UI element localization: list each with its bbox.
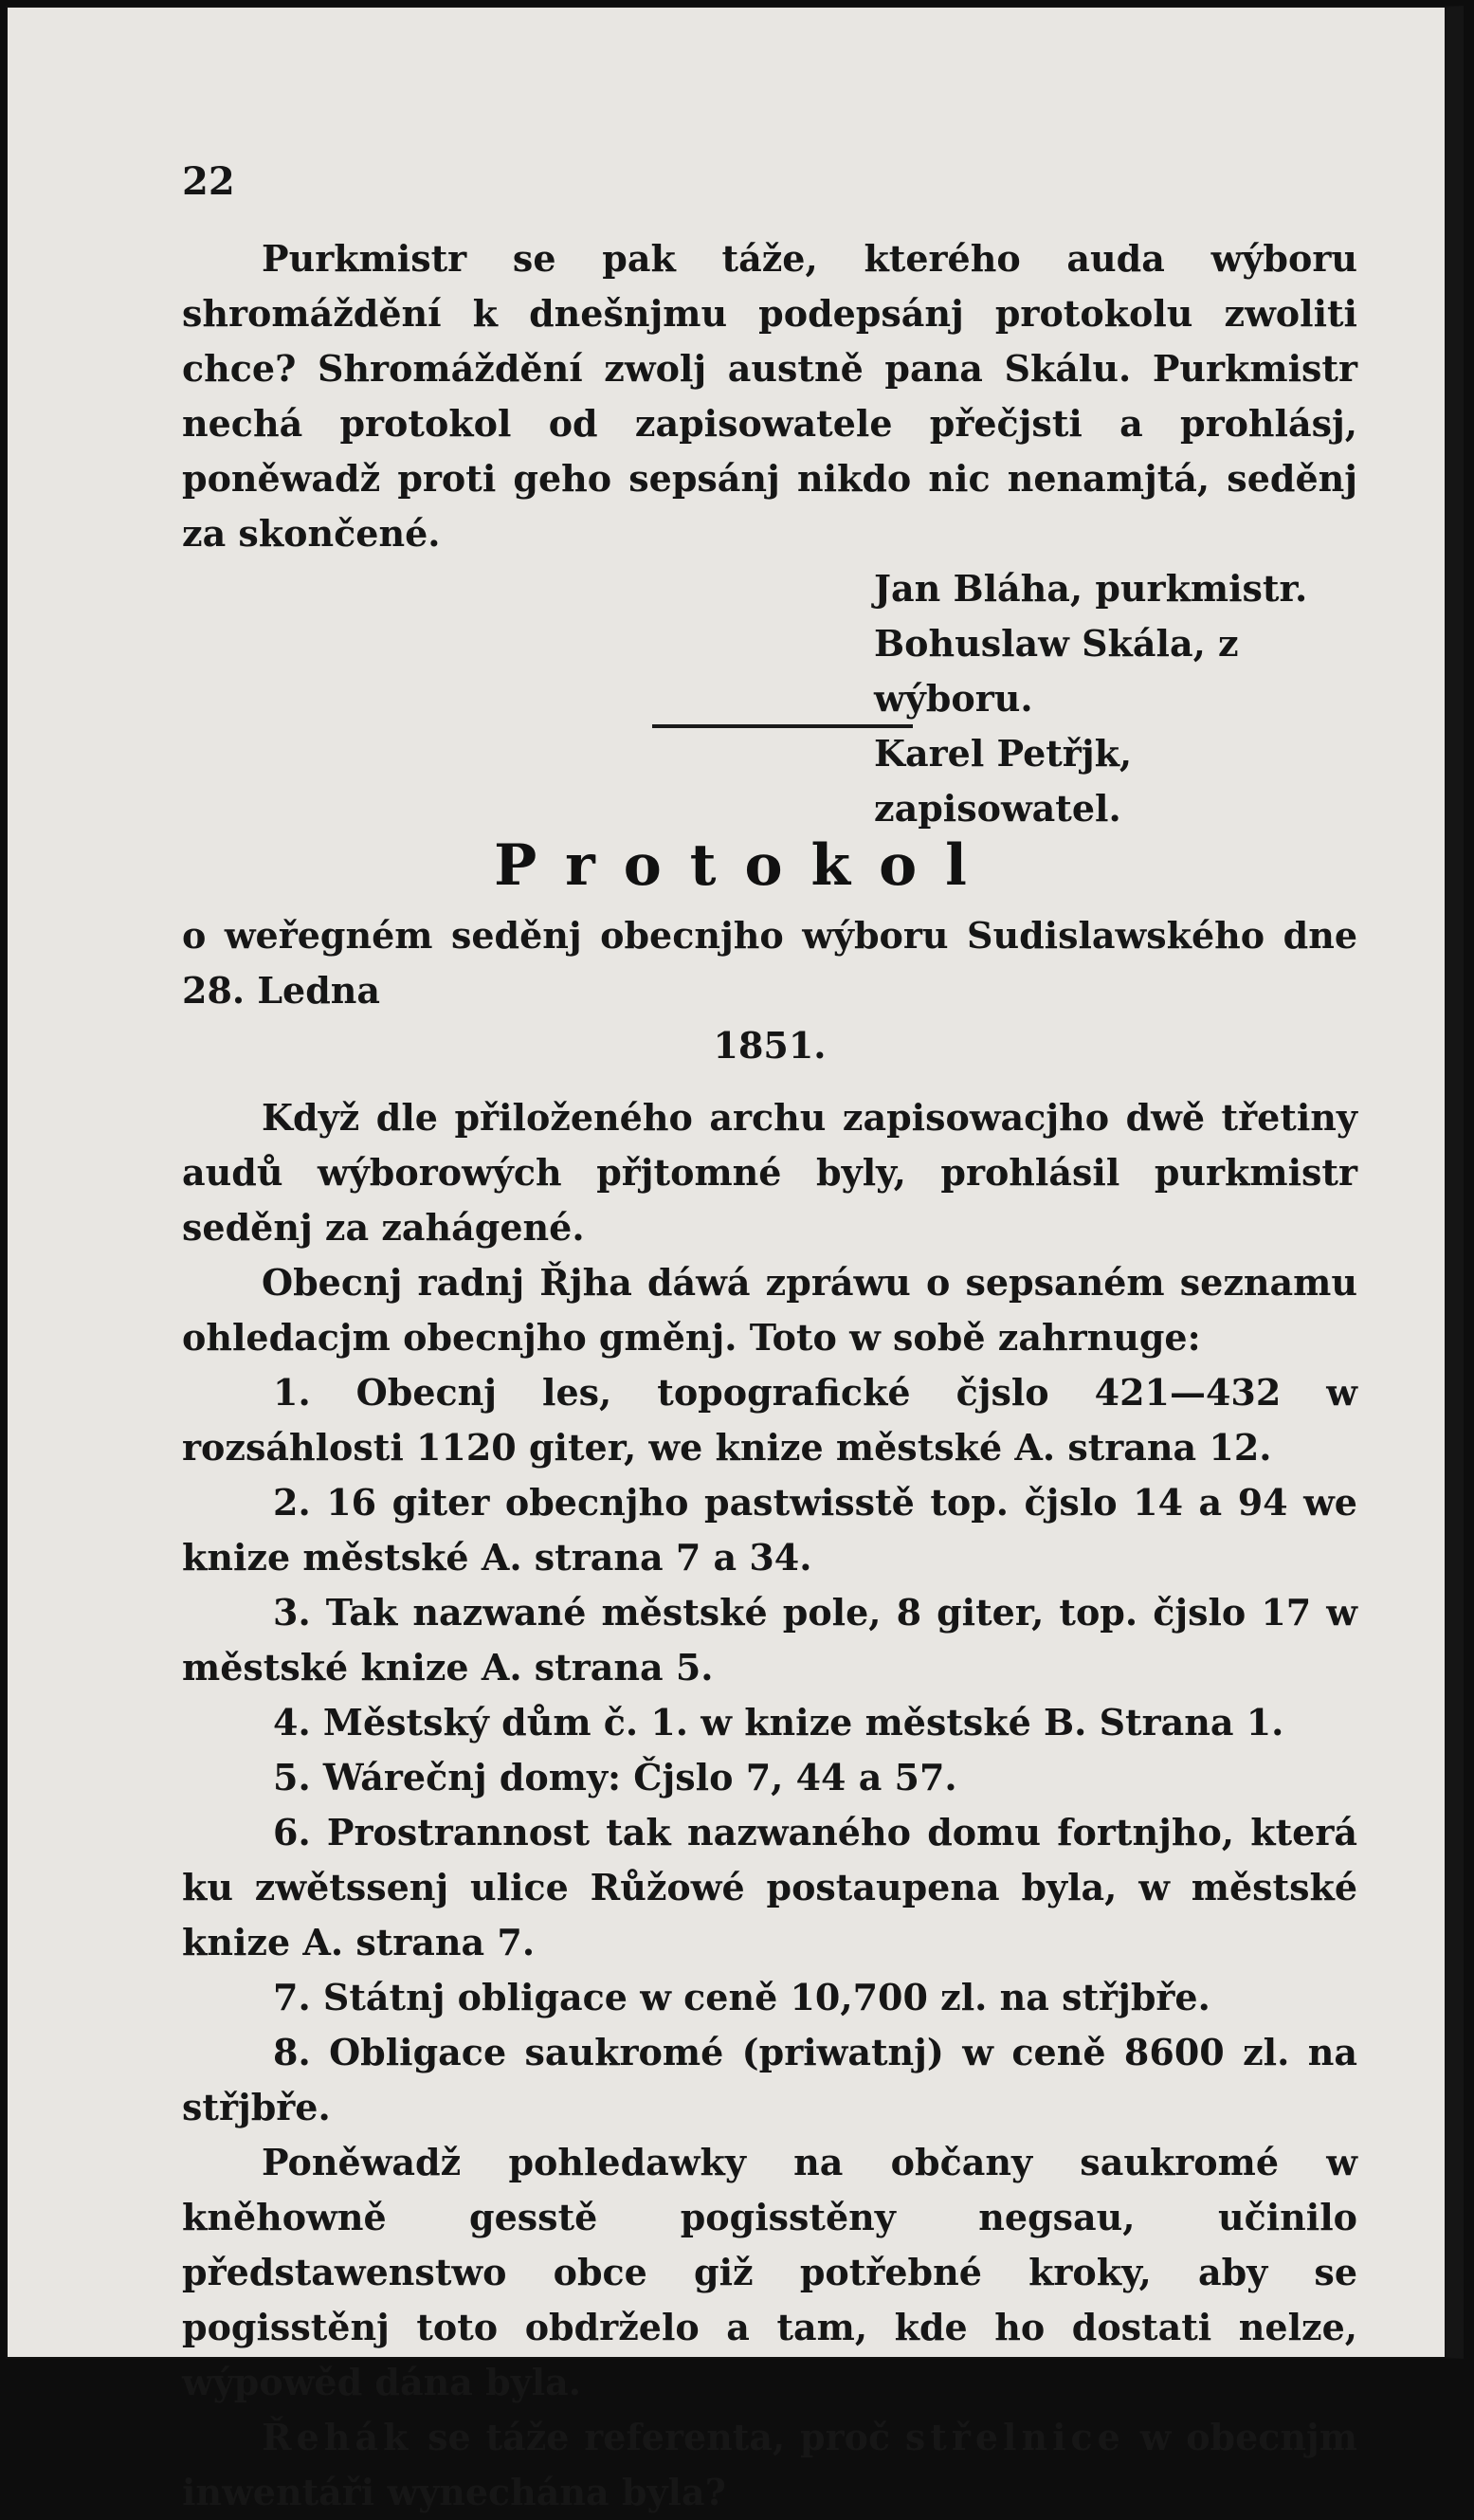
- question-text-a: se táže referenta, proč: [428, 2416, 891, 2458]
- protocol-heading: Protokol: [494, 832, 995, 899]
- inventory-item-3: 3. Tak nazwané městské pole, 8 giter, top. čjslo 17 w městské knize A. strana 5.: [182, 1591, 1357, 1689]
- document-page: [6, 6, 1464, 2513]
- paragraph-inventory-intro: Obecnj radnj Řjha dáwá zpráwu o sepsaném seznamu ohledacjm obecnjho gměnj. Toto w sobě zahrnuge:: [182, 1261, 1357, 1359]
- inventory-item-7: 7. Státnj obligace w ceně 10,700 zl. na střjbře.: [273, 1976, 1210, 2018]
- closing-paragraph: Purkmistr se pak táže, kterého auda wýboru shromáždění k dnešnjmu podepsánj protokolu zwoliti chce? Shromáždění zwolj austně pana Skálu. Purkmistr nechá protokol od zapisowatele přečjsti a prohlásj, poněwadž proti geho sepsánj nikdo nic nenamjtá, seděnj za skončené.: [182, 237, 1357, 555]
- paragraph-claims: Poněwadž pohledawky na občany saukromé w kněhowně gesstě pogisstěny negsau, učinilo předstawenstwo obce giž potřebné kroky, aby se pogisstěnj toto obdrželo a tam, kde ho dostati nelze, wýpowěd dána byla.: [182, 2141, 1357, 2403]
- inventory-item-4: 4. Městský dům č. 1. w knize městské B. Strana 1.: [273, 1701, 1284, 1744]
- inventory-item-6: 6. Prostrannost tak nazwaného domu fortnjho, která ku zwětssenj ulice Růžowé postaupena byla, w městské knize A. strana 7.: [182, 1811, 1357, 1963]
- subheading-line1: o weřegném seděnj obecnjho wýboru Sudislawského dne 28. Ledna: [182, 914, 1357, 1012]
- inventory-item-5: 5. Wárečnj domy: Čjslo 7, 44 a 57.: [273, 1756, 957, 1799]
- paragraph-question: [182, 2410, 1357, 2520]
- page-number: 22: [182, 159, 235, 204]
- emphasized-word: střelnice: [904, 2416, 1125, 2458]
- paragraph-quorum: Když dle přiloženého archu zapisowacjho dwě třetiny audů wýborowých přjtomné byly, prohlásil purkmistr seděnj za zahágené.: [182, 1096, 1357, 1249]
- inventory-item-2: 2. 16 giter obecnjho pastwisstě top. čjslo 14 a 94 we knize městské A. strana 7 a 34.: [182, 1481, 1357, 1579]
- inventory-item-1: 1. Obecnj les, topografické čjslo 421—432 w rozsáhlosti 1120 giter, we knize městské A. strana 12.: [182, 1371, 1357, 1469]
- protocol-body: [182, 908, 1357, 2520]
- question-text-b: w obecnjm inwentáři wynechána byla?: [182, 2416, 1358, 2513]
- signature-block: [182, 561, 1357, 836]
- inventory-item-8: 8. Obligace saukromé (priwatnj) w ceně 8600 zl. na střjbře.: [182, 2031, 1357, 2128]
- speaker-name: Řehák: [262, 2416, 413, 2458]
- section-divider: [652, 724, 913, 728]
- signature-mayor: Jan Bláha, purkmistr.: [874, 567, 1308, 610]
- closing-section: [182, 231, 1357, 836]
- subheading-year: 1851.: [713, 1024, 827, 1067]
- signature-clerk: Karel Petřjk, zapisowatel.: [874, 732, 1133, 830]
- signature-committee: Bohuslaw Skála, z wýboru.: [874, 622, 1239, 720]
